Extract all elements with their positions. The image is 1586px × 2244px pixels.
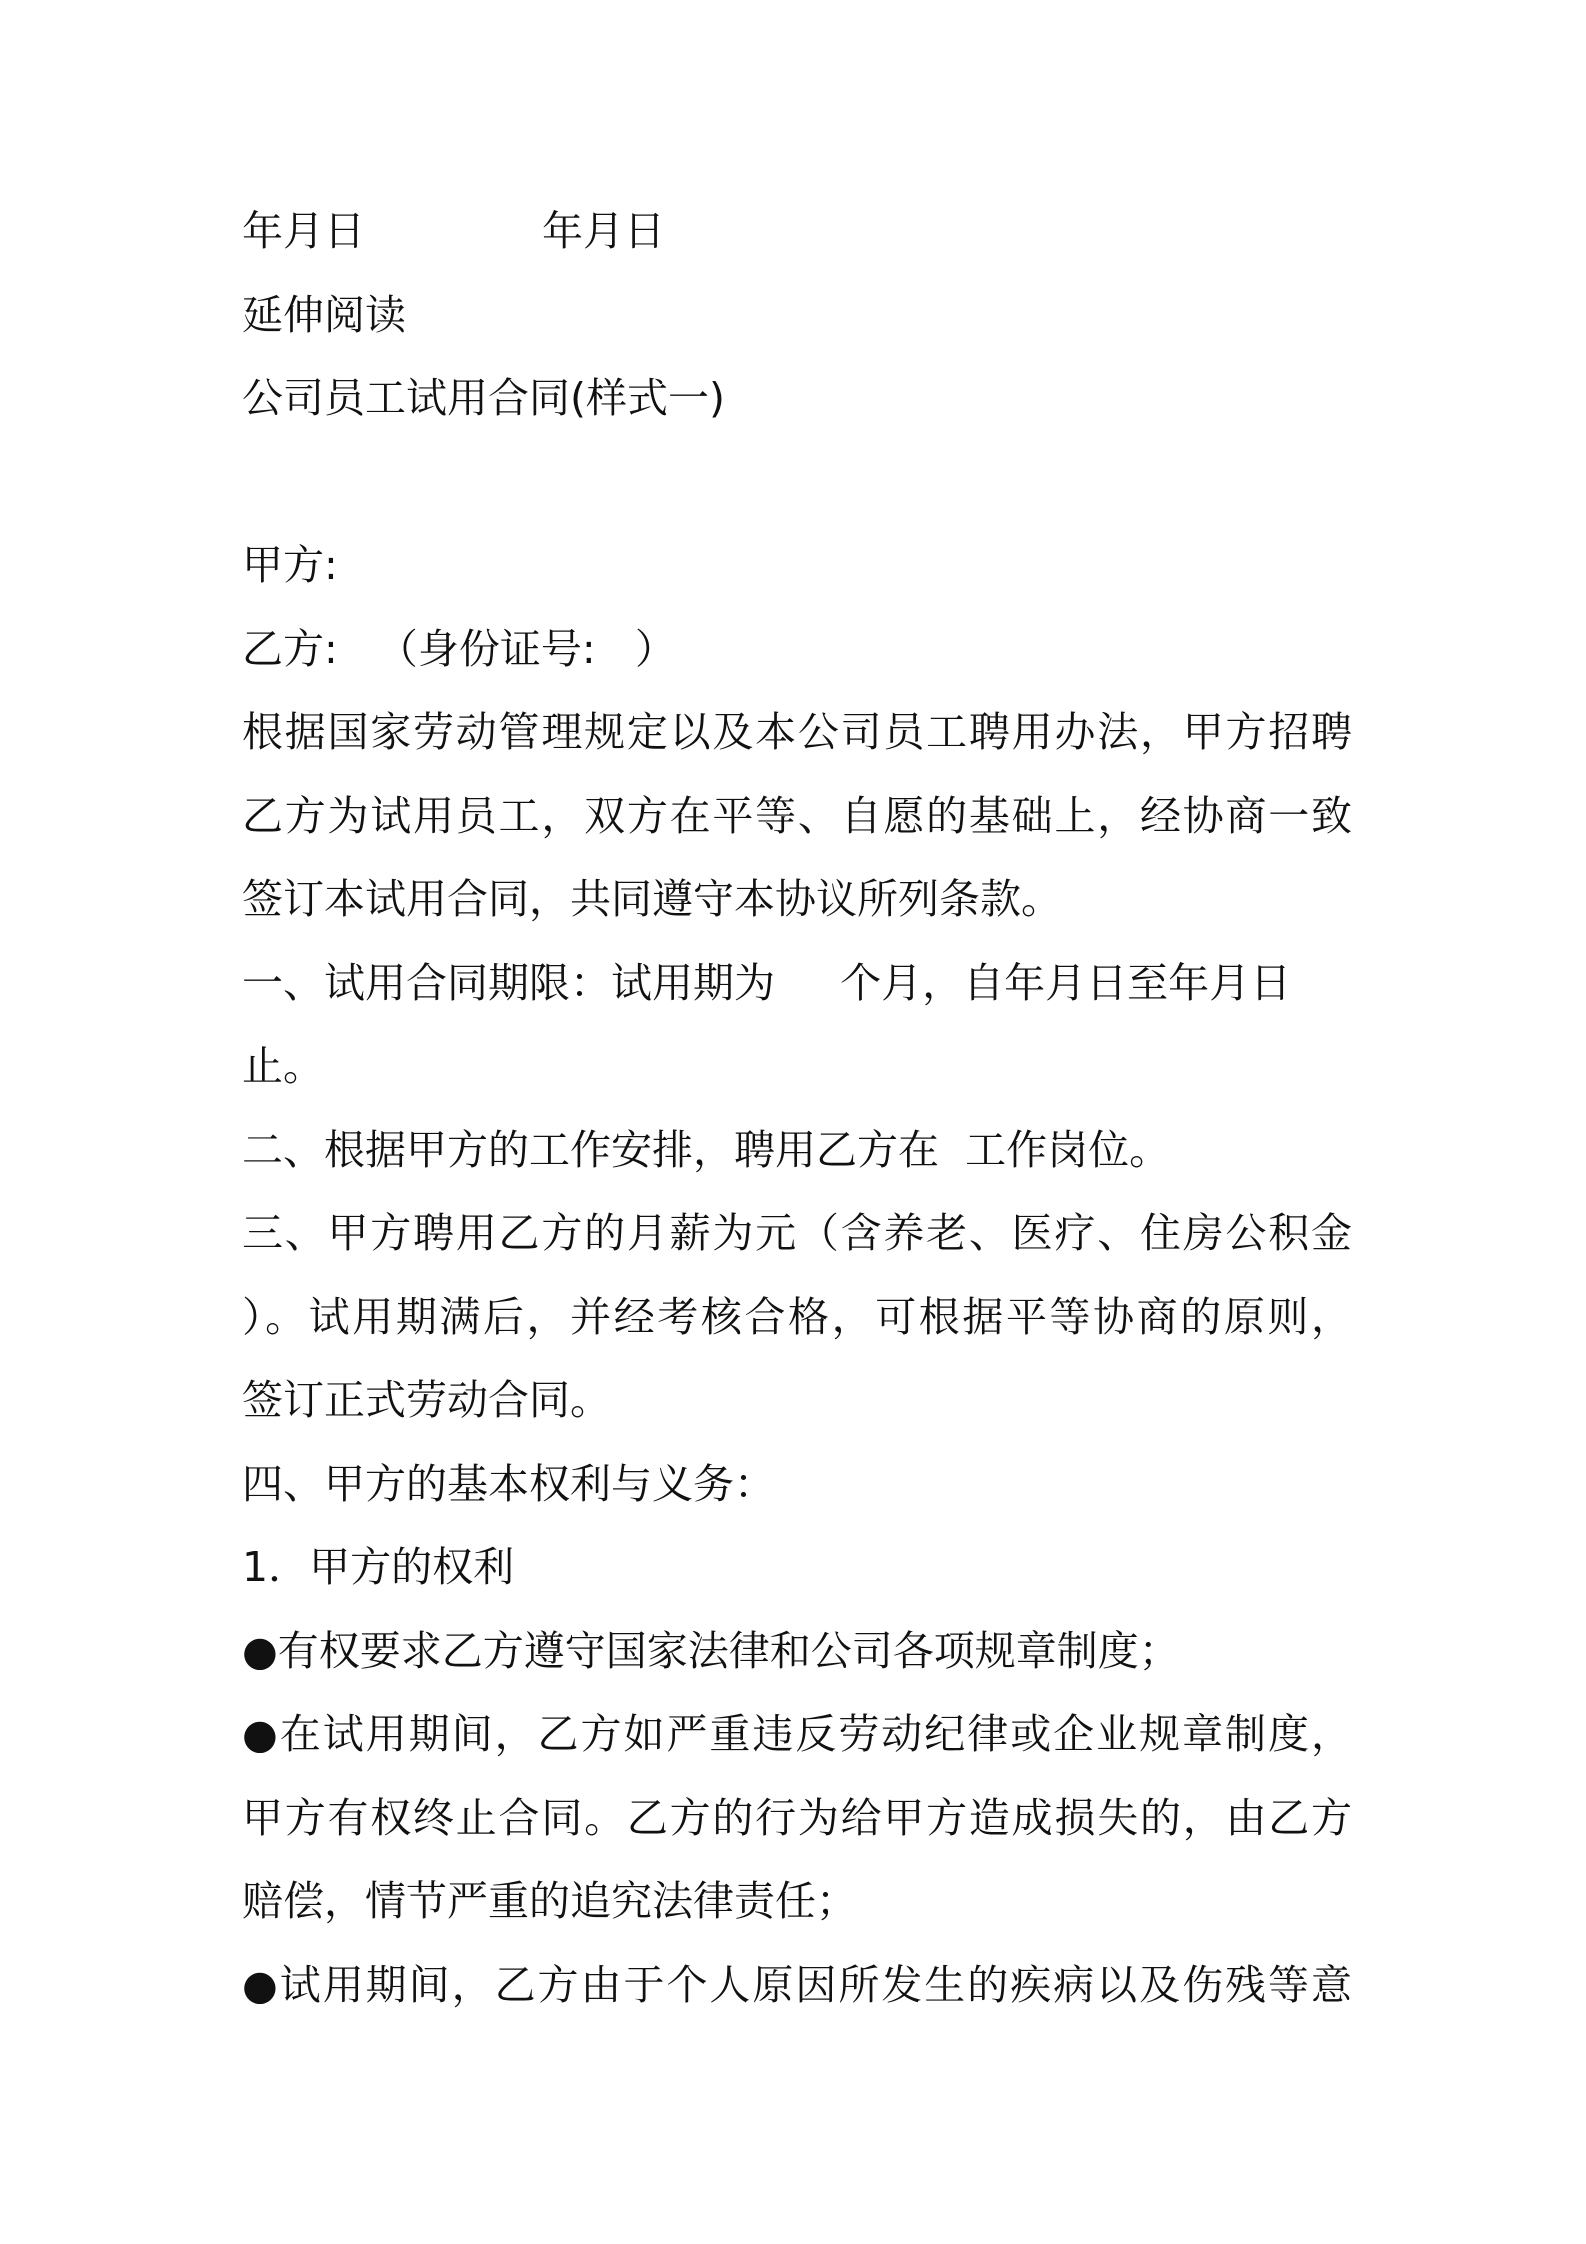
clause-1-line-1: 一、试用合同期限：试用期为 个月，自年月日至年月日 xyxy=(242,958,1292,1007)
clause-4-1-heading: 1．甲方的权利 xyxy=(242,1543,515,1591)
party-b-line: 乙方: （身份证号: ） xyxy=(242,624,676,673)
clause-1-line-2: 止。 xyxy=(242,1042,324,1090)
intro-line-3: 签订本试用合同，共同遵守本协议所列条款。 xyxy=(242,875,1062,923)
blank-line xyxy=(242,441,1352,525)
clause-3-line-3: 签订正式劳动合同。 xyxy=(242,1376,611,1424)
right-2-line-2: 甲方有权终止合同。乙方的行为给甲方造成损失的，由乙方 xyxy=(242,1793,1352,1842)
right-3-line-1: ●试用期间，乙方由于个人原因所发生的疾病以及伤残等意 xyxy=(242,1960,1352,2009)
clause-3-line-1: 三、甲方聘用乙方的月薪为元（含养老、医疗、住房公积金 xyxy=(242,1209,1352,1257)
right-2-line-1: ●在试用期间，乙方如严重违反劳动纪律或企业规章制度， xyxy=(242,1710,1352,1758)
document-body xyxy=(242,190,1352,2027)
intro-line-2: 乙方为试用员工，双方在平等、自愿的基础上，经协商一致 xyxy=(242,791,1352,840)
right-2-line-3: 赔偿，情节严重的追究法律责任； xyxy=(242,1877,857,1925)
extended-reading-heading: 延伸阅读 xyxy=(242,290,406,339)
party-a-line: 甲方: xyxy=(242,541,338,589)
date-row xyxy=(242,190,1352,274)
clause-4-heading: 四、甲方的基本权利与义务： xyxy=(242,1459,775,1508)
clause-2-line: 二、根据甲方的工作安排，聘用乙方在 工作岗位。 xyxy=(242,1125,1171,1174)
right-1-line: ●有权要求乙方遵守国家法律和公司各项规章制度； xyxy=(242,1626,1180,1675)
date-left: 年月日 xyxy=(242,207,365,255)
clause-3-line-2: ）。试用期满后，并经考核合格，可根据平等协商的原则， xyxy=(242,1292,1352,1341)
date-right: 年月日 xyxy=(542,207,665,255)
contract-title: 公司员工试用合同(样式一) xyxy=(242,374,725,422)
intro-line-1: 根据国家劳动管理规定以及本公司员工聘用办法，甲方招聘 xyxy=(242,708,1352,756)
